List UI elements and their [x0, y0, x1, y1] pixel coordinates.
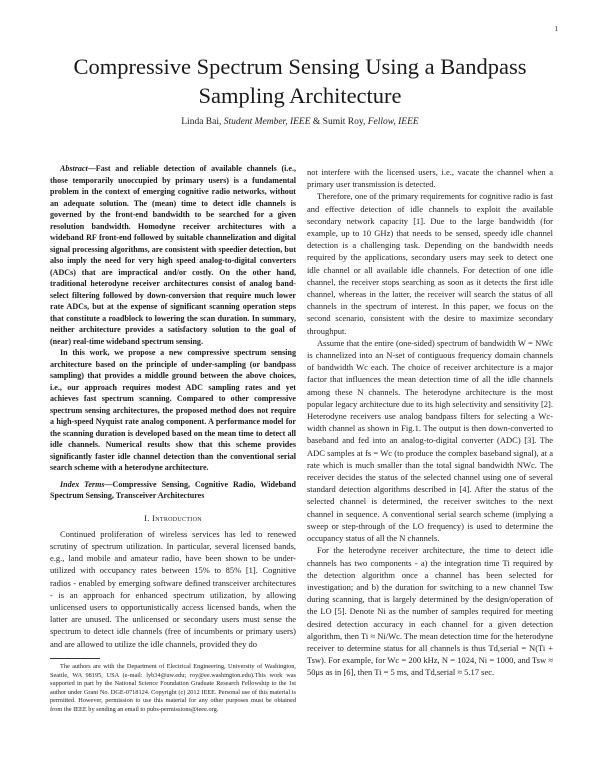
right-column — [307, 166, 553, 679]
abstract-label: Abstract — [60, 164, 88, 173]
abstract-paragraph-2: In this work, we propose a new compressive spectrum sensing architecture based on the principle of under-sampling (or bandpass sampling) that provides a middle ground between the above choices, i.e., our approach requires modest ADC sampling rates and yet achieves fast spectrum scanning. Compared to other compressive spectrum sensing architectures, the proposed method does not require a high-speed Nyquist rate analog component. A performance model for the scanning duration is developed based on the mean time to detect all idle channels. Numerical results show that this scheme provides significantly faster idle channel detection than the conventional serial search scheme with a heterodyne architecture. — [50, 348, 296, 472]
footnote-divider — [50, 658, 100, 659]
author-line — [40, 117, 560, 127]
right-paragraph-4: For the heterodyne receiver architecture, the time to detect idle channels has two components - a) the integration time Ti required by the detection algorithm once a channel has been selected for investigation; and b) the duration for switching to a new channel Tsw during scanning, that is largely determined by the design/operation of the LO [5]. Denote Ni as the number of samples required for meeting desired detection accuracy in each channel for a given detection algorithm, then Ti ≈ Ni/Wc. The mean detection time for the heterodyne receiver to determine status for all channels is thus Td,serial = N(Ti + Tsw). For example, for Wc = 200 kHz, N = 1024, Ni = 1000, and Tsw ≈ 50μs as in [6], then Ti = 5 ms, and Td,serial ≈ 5.17 sec. — [307, 545, 553, 678]
author-footnote: The authors are with the Department of Electrical Engineering, University of Washington, Seattle, WA 98195, USA (e-mail: lyb34@uw.edu; roy@ee.washington.edu).This work was supported in part by the National Science Foundation Graduate Research Fellowship to the 1st author under Grant No. DGE-0718124. Copyright (c) 2012 IEEE. Personal use of this material is permitted. However, permission to use this material for any other purposes must be obtained from the IEEE by sending an email to pubs-permissions@ieee.org. — [50, 663, 296, 713]
author-2-role: Fellow, IEEE — [367, 117, 419, 127]
page-number: 1 — [554, 25, 558, 33]
right-paragraph-1: not interfere with the licensed users, i.e., vacate the channel when a primary user transmission is detected. — [307, 167, 553, 190]
index-terms — [50, 479, 296, 502]
right-paragraph-3: Assume that the entire (one-sided) spectrum of bandwidth W = NWc is channelized into an N-set of contiguous frequency domain channels of bandwidth Wc each. The choice of receiver architecture is a major factor that influences the mean detection time of all the idle channels among these N channels. The heterodyne architecture is the most popular legacy architecture due to its high selectivity and sensitivity [2]. Heterodyne receivers use analog bandpass filters for selecting a Wc-width channel as shown in Fig.1. The output is then down-converted to baseband and fed into an analog-to-digital converter (ADC) [3]. The ADC samples at fs = Wc (to produce the complex baseband signal), at a rate which is much smaller than the total signal bandwidth NWc. The receiver decides the status of the selected channel using one of several standard detection algorithms described in [4]. After the status of the selected channel is determined, the receiver switches to the next channel in sequence. A conventional serial search scheme (implying a sweep or step-through of the LO frequency) is used to determine the occupancy status of all the N channels. — [307, 337, 553, 544]
index-terms-label: Index Terms — [60, 479, 105, 489]
left-column — [50, 163, 296, 650]
section-heading-introduction: I. Introduction — [144, 512, 202, 523]
abstract-paragraph-1 — [50, 163, 296, 347]
author-2-name: Sumit Roy, — [322, 117, 366, 127]
intro-paragraph: Continued proliferation of wireless services has led to renewed scrutiny of spectrum utilization. In particular, several licensed bands, e.g., land mobile and amateur radio, have been shown to be under-utilized with occupancy rates between 15% to 85% [1]. Cognitive radios - enabled by emerging software defined transceiver architectures - is an approach for enhanced spectrum utilization, by allowing unlicensed users to opportunistically access licensed bands, when the latter are unused. The unlicensed or secondary users must sense the spectrum to detect idle channels (free of incumbents or primary users) and are allowed to utilize the idle channels, provided they do — [50, 528, 296, 649]
right-paragraph-2: Therefore, one of the primary requirements for cognitive radio is fast and effective detection of idle channels to exploit the available secondary network capacity [1]. Due to the large bandwidth (for example, up to 10 GHz) that needs to be sensed, speedy idle channel detection is a challenging task. Depending on the bandwidth needs required by the applications, secondary users may seek to detect one idle channel or all available idle channels. For detection of one idle channel, the receiver stops searching as soon as it detects the first idle channel, whereas in the latter, the receiver will search the status of all channels in the spectrum of interest. In this paper, we focus on the second scenario, consistent with the desire to maximize secondary throughput. — [307, 191, 553, 336]
author-separator: & — [312, 117, 321, 127]
paper-title: Compressive Spectrum Sensing Using a Bandpass Sampling Architecture — [73, 54, 527, 108]
author-1-role: Student Member, IEEE — [223, 117, 311, 127]
author-1-name: Linda Bai, — [181, 117, 222, 127]
abstract-text-1: —Fast and reliable detection of available channels (i.e., those temporarily unoccupied by primary users) is a fundamental problem in the context of emerging cognitive radio networks, without an adequate solution. The (mean) time to detect idle channels is governed by the front-end bandwidth to be searched for a given resolution bandwidth. Homodyne receiver architectures with a wideband RF front-end followed by suitable channelization and digital signal processing algorithms, are consistent with speedier detection, but also imply the need for very high speed analog-to-digital converters (ADCs) that are impractical and/or costly. On the other hand, traditional heterodyne receiver architectures consist of analog band-select filtering followed by down-conversion that require much lower rate ADCs, but at the expense of significant scanning operation steps that constitute a roadblock to lowering the scan duration. In summary, neither architecture provides a satisfactory solution to the goal of (near) real-time wideband spectrum sensing. — [50, 164, 296, 346]
index-terms-text: —Compressive Sensing, Cognitive Radio, Wideband Spectrum Sensing, Transceiver Architectures — [50, 479, 297, 500]
